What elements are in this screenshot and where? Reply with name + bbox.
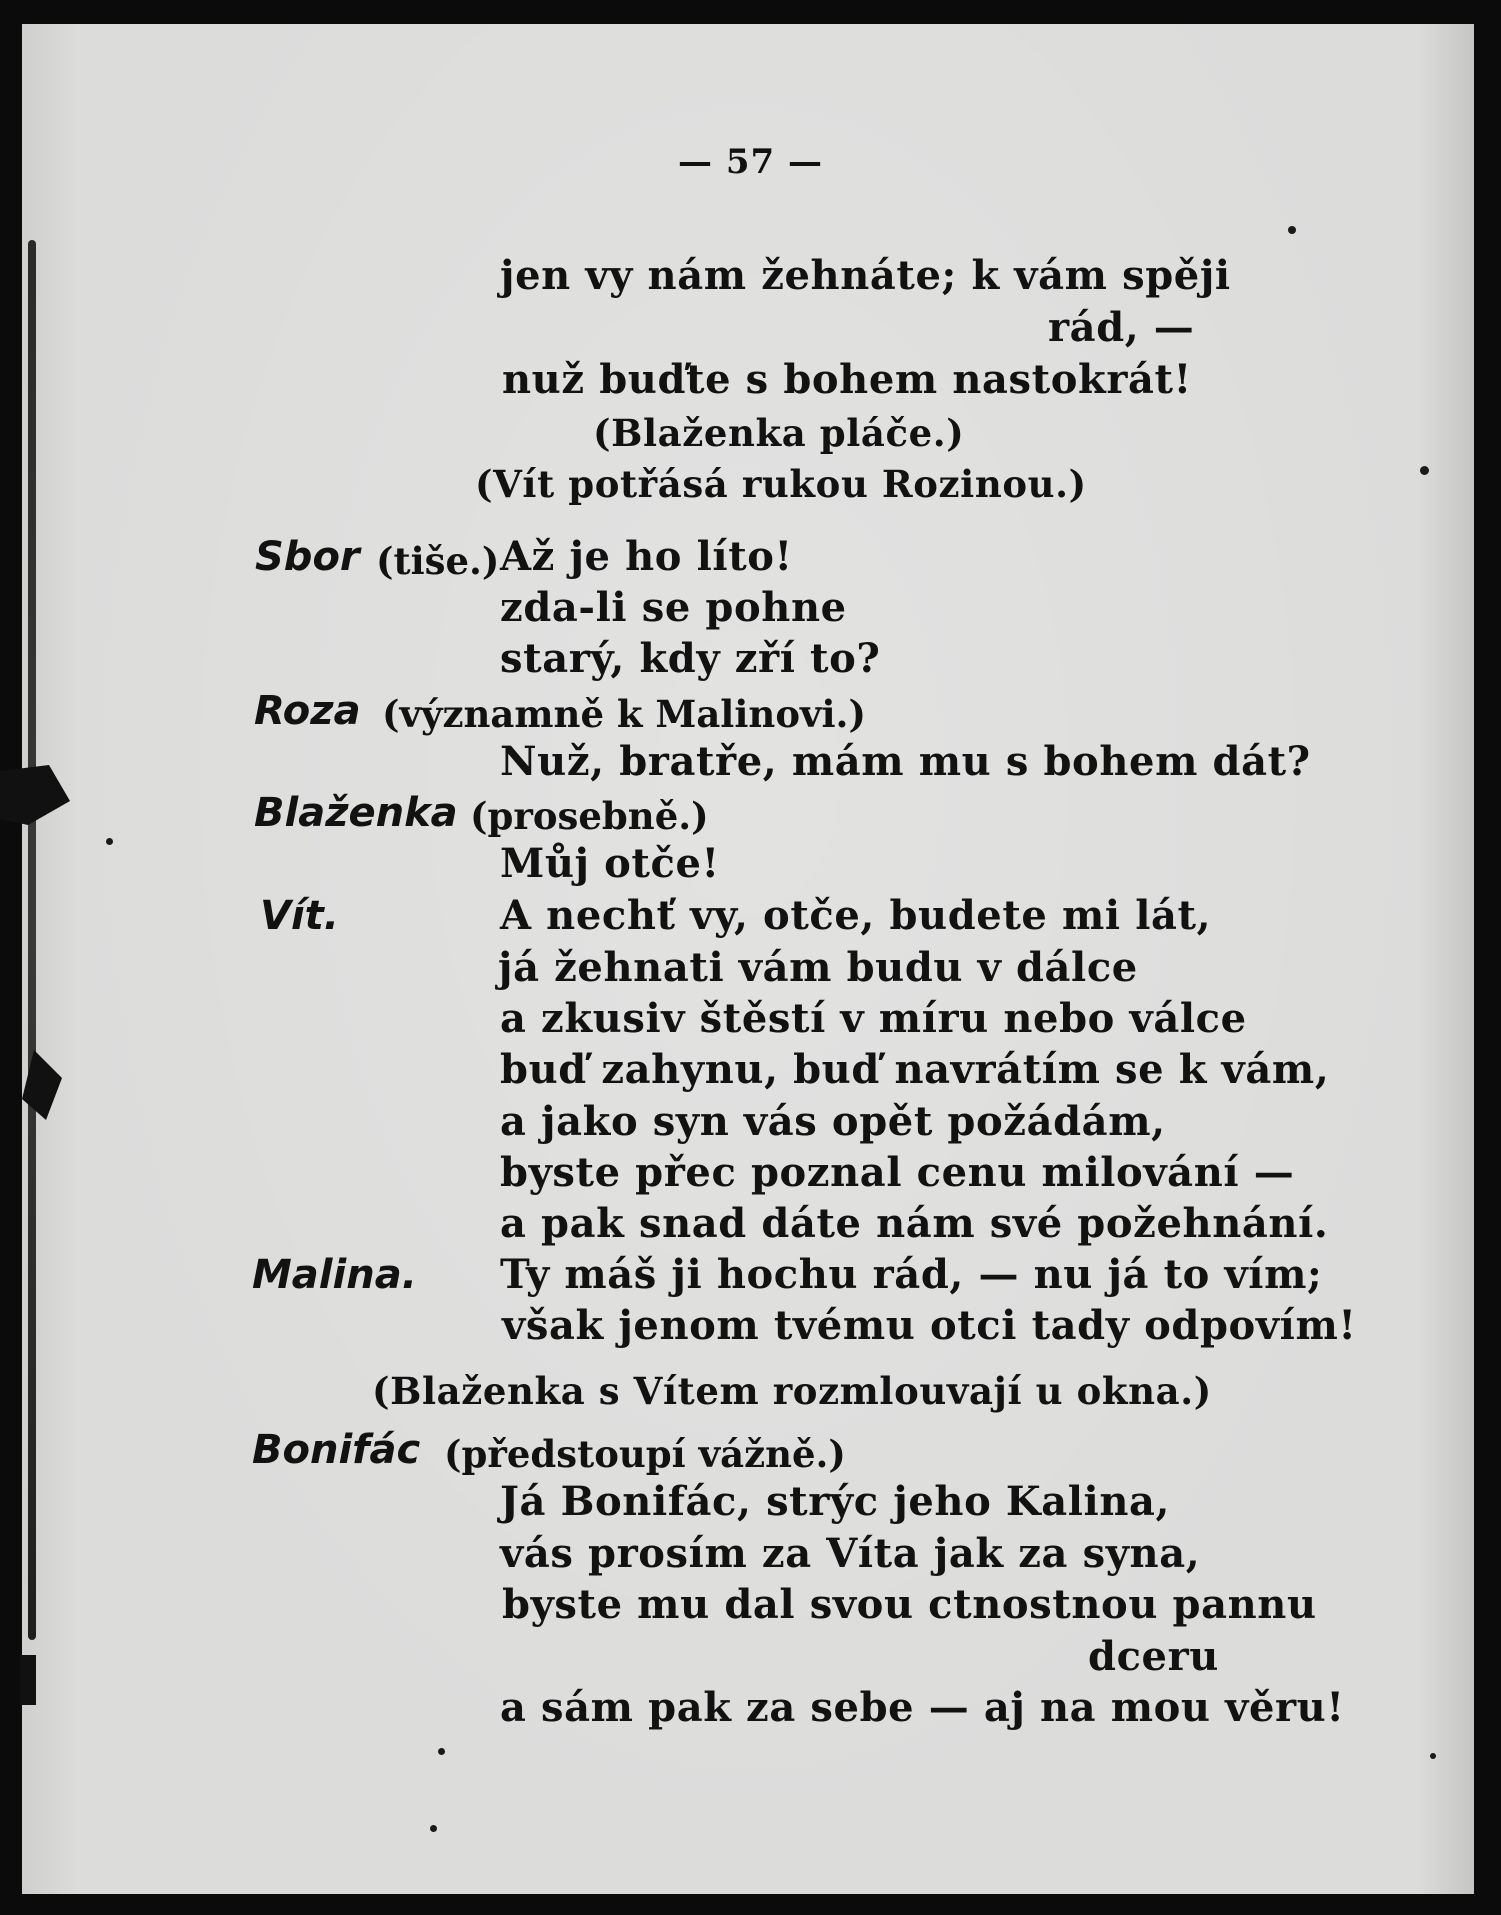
paper-speck: [430, 1825, 437, 1832]
verse-line: Můj otče!: [500, 840, 720, 887]
verse-line: starý, kdy zří to?: [500, 635, 881, 682]
stage-direction: (Blaženka s Vítem rozmlouvají u okna.): [372, 1369, 1212, 1413]
verse-line: Ty máš ji hochu rád, — nu já to vím;: [500, 1251, 1323, 1298]
verse-line: však jenom tvému otci tady odpovím!: [502, 1302, 1357, 1349]
verse-line: byste mu dal svou ctnostnou pannu: [502, 1581, 1317, 1628]
verse-line: a zkusiv štěstí v míru nebo válce: [500, 995, 1247, 1042]
speaker-name: Vít.: [260, 893, 339, 939]
stage-direction: (Blaženka pláče.): [593, 411, 965, 455]
verse-line: a jako syn vás opět požádám,: [500, 1098, 1166, 1145]
speaker-direction: (předstoupí vážně.): [444, 1432, 846, 1476]
verse-line: Nuž, bratře, mám mu s bohem dát?: [500, 738, 1311, 785]
verse-line: byste přec poznal cenu milování —: [500, 1149, 1295, 1196]
speaker-direction: (tiše.): [376, 539, 500, 583]
verse-line: rád, —: [1048, 304, 1195, 351]
verse-line: A nechť vy, otče, budete mi lát,: [500, 892, 1212, 939]
verse-line: zda-li se pohne: [500, 584, 847, 631]
verse-line: a sám pak za sebe — aj na mou věru!: [500, 1684, 1345, 1731]
stage-direction: (Vít potřásá rukou Rozinou.): [475, 462, 1087, 506]
verse-line: a pak snad dáte nám své požehnání.: [500, 1200, 1329, 1247]
verse-line: buď zahynu, buď navrátím se k vám,: [500, 1046, 1330, 1093]
verse-line: Já Bonifác, strýc jeho Kalina,: [500, 1478, 1171, 1525]
verse-line: jen vy nám žehnáte; k vám spěji: [500, 252, 1231, 299]
speaker-name: Bonifác: [252, 1427, 421, 1473]
paper-speck: [1420, 466, 1429, 475]
verse-line: Až je ho líto!: [500, 533, 793, 580]
verse-line: vás prosím za Víta jak za syna,: [500, 1530, 1201, 1577]
binding-clip: [20, 1655, 36, 1705]
paper-speck: [1430, 1753, 1436, 1759]
speaker-direction: (významně k Malinovi.): [382, 692, 866, 736]
verse-line: já žehnati vám budu v dálce: [498, 944, 1138, 991]
speaker-name: Roza: [254, 688, 361, 734]
page-number: — 57 —: [678, 142, 823, 182]
speaker-name: Blaženka: [254, 790, 458, 836]
verse-line: dceru: [1088, 1633, 1219, 1680]
paper-speck: [1288, 226, 1296, 234]
binding-edge: [28, 240, 36, 1640]
speaker-name: Sbor: [255, 534, 360, 580]
speaker-name: Malina.: [252, 1252, 417, 1298]
paper-speck: [438, 1748, 445, 1755]
verse-line: nuž buďte s bohem nastokrát!: [502, 356, 1192, 403]
paper-speck: [106, 838, 113, 845]
speaker-direction: (prosebně.): [470, 794, 709, 838]
